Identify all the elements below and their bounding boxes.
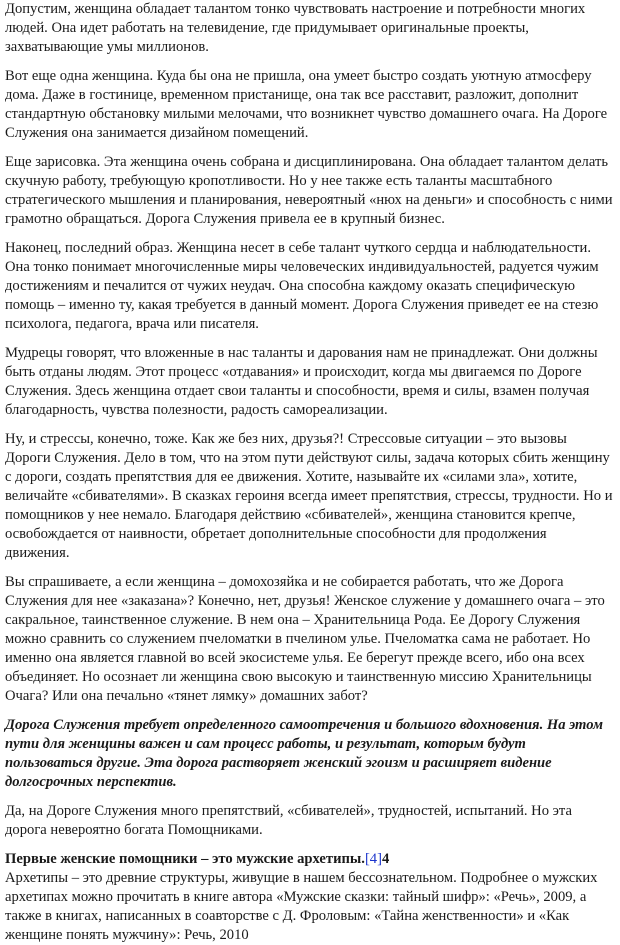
section-heading [5,850,613,869]
document-page [5,0,613,945]
paragraph-helpers: Да, на Дороге Служения много препятствий, «сбивателей», трудностей, испытаний. Но эта дорога невероятно богата Помощниками. [5,803,572,838]
paragraph-talent-tv: Допустим, женщина обладает талантом тонко чувствовать настроение и потребности многих людей. Она идет работать на телевидение, где придумывает оригинальные проекты, захватывающие умы миллионов. [5,1,586,55]
footnote-link[interactable]: [4] [364,851,382,867]
paragraph-business: Еще зарисовка. Эта женщина очень собрана и дисциплинирована. Она обладает талантом делать скучную работу, требующую кропотливости. Но у нее также есть таланты масштабного стратегического мышления и планирования, невероятный «нюх на деньги» и способность с ними грамотно обращаться. Дорога Служения привела ее в крупный бизнес. [5,154,613,227]
paragraph-sensitive-heart: Наконец, последний образ. Женщина несет в себе талант чуткого сердца и наблюдательности. Она тонко понимает многочисленные миры человеческих индивидуальностей, радуется чужим достижениям и печалится от чужих неудач. Она способна каждому оказать специфическую помощь – именно ту, какая требуется в данный момент. Дорога Служения приведет ее на стезю психолога, педагога, врача или писателя. [5,240,599,332]
paragraph-sages: Мудрецы говорят, что вложенные в нас таланты и дарования нам не принадлежат. Они должны быть отданы людям. Этот процесс «отдавания» и происходит, когда мы двигаемся по Дороге Служения. Здесь женщина отдает свои таланты и способности, время и силы, взамен получая благодарность, чувства полезности, радость самореализации. [5,345,598,418]
paragraph-housewife: Вы спрашиваете, а если женщина – домохозяйка и не собирается работать, что же Дорога Служения для нее «заказана»? Конечно, нет, друзья! Женское служение у домашнего очага – это сакральное, таинственное служение. В нем она – Хранительница Рода. Ее Дорогу Служения можно сравнить со служением пчеломатки в пчелином улье. Пчеломатка сама не работает. Но именно она является главной во всей экосистеме улья. Ее берегут прежде всего, ибо она всех объединяет. Но осознает ли женщина свою высокую и таинственную миссию Хранительницы Очага? Или она печально «тянет лямку» домашних забот? [5,574,605,704]
section-heading-text: Первые женские помощники – это мужские архетипы. [5,851,365,867]
footnote-number: 4 [381,851,390,867]
paragraph-cozy-home: Вот еще одна женщина. Куда бы она не пришла, она умеет быстро создать уютную атмосферу дома. Даже в гостинице, временном пристанище, она так все расставит, разложит, дополнит стандартную обстановку милыми мелочами, что возникнет чувство домашнего очага. На Дороге Служения она занимается дизайном помещений. [5,68,608,141]
emphasis-paragraph: Дорога Служения требует определенного самоотречения и большого вдохновения. На этом пути для женщины важен и сам процесс работы, и результат, которым будут пользоваться другие. Эта дорога растворяет женский эгоизм и расширяет видение долгосрочных перспектив. [5,717,603,790]
section-body: Архетипы – это древние структуры, живущие в нашем бессознательном. Подробнее о мужских архетипах можно прочитать в книге автора «Мужские сказки: тайный шифр»: «Речь», 2009, а также в книгах, написанных в соавторстве с Д. Фроловым: «Тайна женственности» и «Как женщине понять мужчину»: Речь, 2010 [5,870,598,943]
paragraph-stress: Ну, и стрессы, конечно, тоже. Как же без них, друзья?! Стрессовые ситуации – это вызовы Дороги Служения. Дело в том, что на этом пути действуют силы, задача которых сбить женщину с дороги, создать препятствия для ее движения. Хотите, называйте их «силами зла», хотите, величайте «сбивателями». В сказках героиня всегда имеет препятствия, стрессы, трудности. Но и помощников у нее немало. Благодаря действию «сбивателей», женщина становится крепче, освобождается от наивности, обретает дополнительные способности для продолжения движения. [5,431,613,561]
